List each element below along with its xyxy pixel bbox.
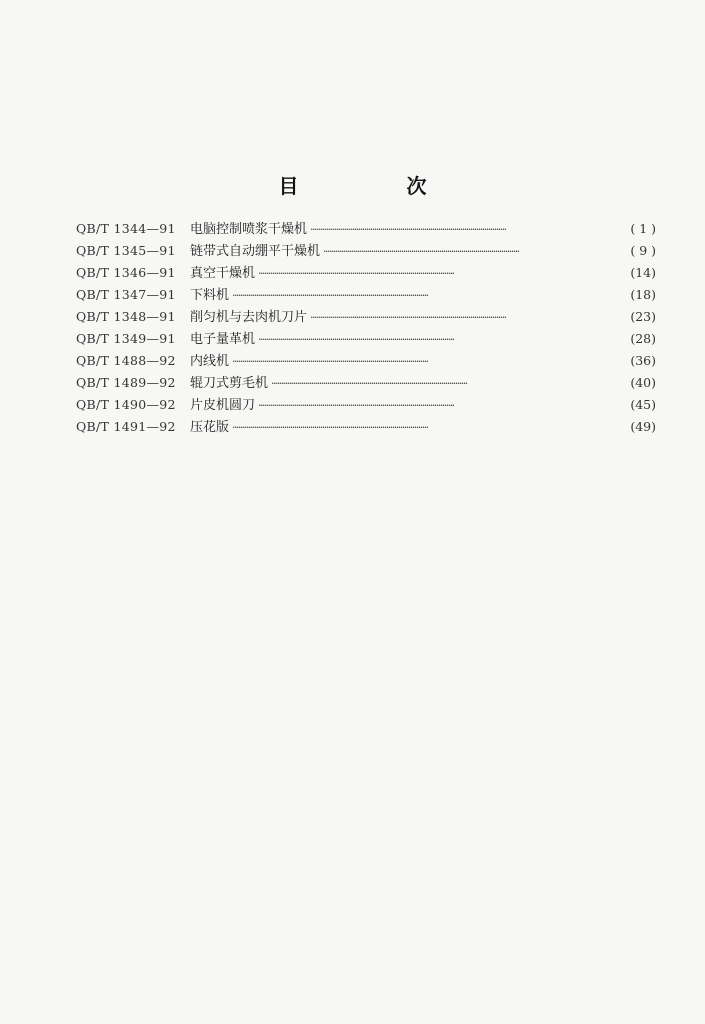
standard-code: QB/T 1491—92 [76,419,176,434]
toc-entry [76,416,656,438]
dot-leader: ·································································································· [232,355,428,368]
page-number: ( 1 ) [630,221,656,236]
page-number: ( 9 ) [630,243,656,258]
toc-entry [76,350,656,372]
page-number: (45) [630,397,656,412]
dot-leader: ·································································································· [258,399,454,412]
entry-title: 下料机 [190,288,230,303]
standard-code: QB/T 1345—91 [76,243,176,258]
toc-entry [76,262,656,284]
standard-code: QB/T 1344—91 [76,221,176,236]
dot-leader: ·································································································· [310,311,506,324]
entry-title: 链带式自动绷平干燥机 [190,244,321,259]
toc-entry [76,372,656,394]
page-number: (23) [630,309,656,324]
dot-leader: ·································································································· [258,333,454,346]
entry-title: 电子量革机 [190,332,256,347]
standard-code: QB/T 1348—91 [76,309,176,324]
standard-code: QB/T 1489—92 [76,375,176,390]
dot-leader: ·································································································· [258,267,454,280]
toc-entry [76,240,656,262]
toc-entry [76,284,656,306]
toc-entry [76,394,656,416]
toc-entry [76,328,656,350]
entry-title: 辊刀式剪毛机 [190,376,269,391]
toc-entry [76,306,656,328]
page-title: 目 次 [278,174,471,198]
entry-title: 削匀机与去肉机刀片 [190,310,308,325]
page-number: (28) [630,331,656,346]
page-number: (18) [630,287,656,302]
dot-leader: ·································································································· [310,223,506,236]
entry-title: 压花版 [190,420,230,435]
entry-title: 真空干燥机 [190,266,256,281]
dot-leader: ·································································································· [232,289,428,302]
page-number: (40) [630,375,656,390]
standard-code: QB/T 1349—91 [76,331,176,346]
standard-code: QB/T 1490—92 [76,397,176,412]
entry-title: 电脑控制喷浆干燥机 [190,222,308,237]
dot-leader: ·································································································· [271,377,467,390]
page-number: (49) [630,419,656,434]
standard-code: QB/T 1488—92 [76,353,176,368]
page-number: (14) [630,265,656,280]
table-of-contents [76,218,656,438]
standard-code: QB/T 1347—91 [76,287,176,302]
toc-entry [76,218,656,240]
entry-title: 内线机 [190,354,230,369]
dot-leader: ·································································································· [323,245,519,258]
page-number: (36) [630,353,656,368]
entry-title: 片皮机圆刀 [190,398,256,413]
standard-code: QB/T 1346—91 [76,265,176,280]
dot-leader: ·································································································· [232,421,428,434]
